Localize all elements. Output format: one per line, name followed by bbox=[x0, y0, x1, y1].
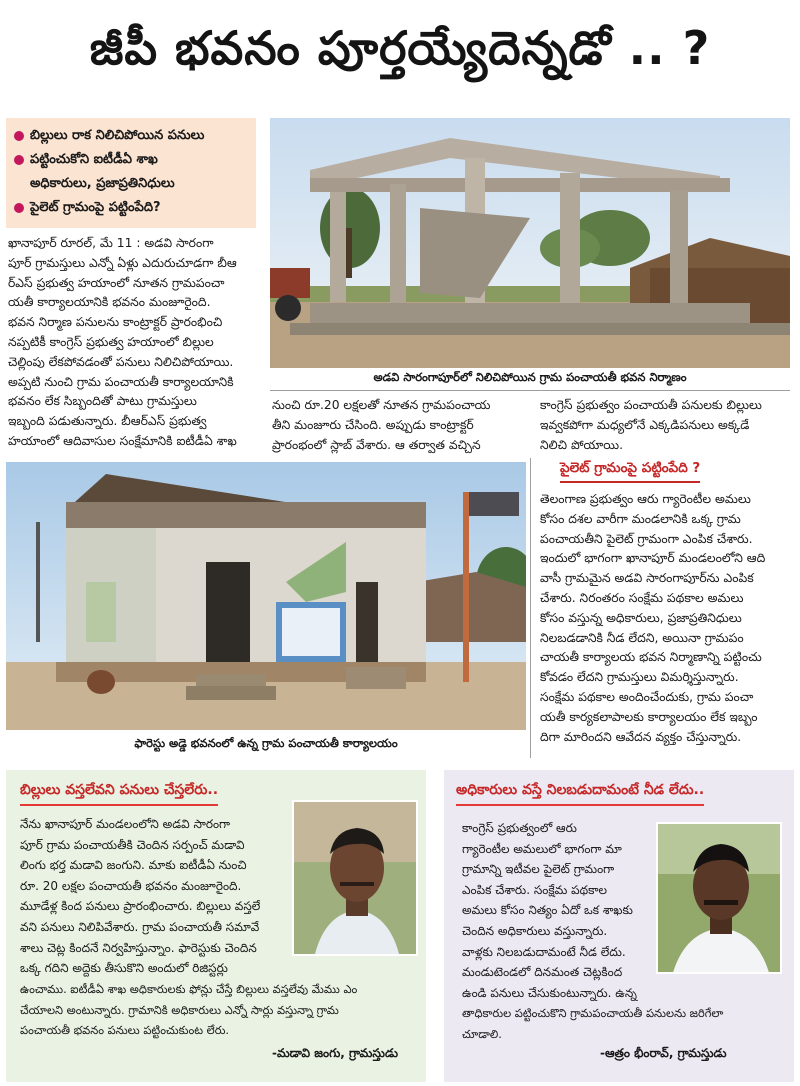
portrait-photo bbox=[292, 800, 418, 956]
portrait-illustration bbox=[658, 824, 782, 974]
quote-line: చెందిన అధికారులు వస్తున్నారు. bbox=[462, 923, 608, 938]
article-line: తెలంగాణ ప్రభుత్వం ఆరు గ్యారెంటీల అమలు bbox=[540, 492, 751, 506]
article-line: ప్రారంభంలో స్లాబ్ వేశారు. ఆ తర్వాత వచ్చిన bbox=[272, 437, 481, 452]
article-line: నిలబడడానికి నీడ లేదని, అయినా గ్రామపం bbox=[540, 630, 744, 645]
quote-line: లింగు భర్త మడావి జంగుని. మాకు ఐటీడీఏ నుంచి bbox=[20, 858, 247, 873]
subhead-underline bbox=[560, 481, 700, 483]
quote-line: ఒక్క గదిని అద్దెకు తీసుకొని అందులో రిజిస్టర్లు bbox=[20, 961, 228, 976]
article-line: తీని మంజూరు చేసింది. అప్పుడు కాంట్రాక్టర్ bbox=[272, 417, 474, 432]
quote-text bbox=[462, 818, 656, 1003]
quote-line: అమలు కోసం నిత్యం ఏదో ఒక శాఖకు bbox=[462, 903, 633, 918]
article-line: యతీ కార్యకలాపాలకు కార్యాలయం లేక ఇబ్బం bbox=[540, 709, 758, 724]
quote-line: చేయాలని అంటున్నారు. గ్రామానికి అధికారులు ఎన్నో సార్లు వస్తున్నా గ్రామ bbox=[20, 1002, 339, 1017]
article-line: ఇవ్వకపోగా మధ్యలోనే ఎక్కడిపనులు అక్కడే bbox=[540, 417, 750, 432]
article-line: ర్ఎస్ ప్రభుత్వ హయాంలో నూతన గ్రామపంచా bbox=[8, 275, 225, 290]
quote-headline-underline bbox=[456, 804, 704, 806]
article-line: వాసీ గ్రామమైన అడవి సారంగాపూర్‌ను ఎంపిక bbox=[540, 571, 754, 586]
bullet-dot-icon bbox=[14, 203, 24, 213]
subhead-text: పైలెట్ గ్రామంపై పట్టింపేది ? bbox=[560, 460, 701, 476]
quote-line: గ్యారెంటీల అమలులో భాగంగా మా bbox=[462, 841, 622, 856]
quote-text-full-width bbox=[20, 979, 416, 1041]
quote-line: ఉంచాము. ఐటీడీఏ శాఖ అధికారులకు ఫోన్లు చేస్తే బిల్లులు వస్తలేవు మేము ఎం bbox=[20, 982, 358, 996]
article-line: నిలిచి పోయాయి. bbox=[540, 437, 623, 452]
portrait-photo bbox=[656, 822, 782, 974]
article-line: చాయతీ కార్యాలయ భవన నిర్మాణాన్ని పట్టించు bbox=[540, 650, 762, 665]
article-column-pilot bbox=[540, 490, 790, 747]
column-divider bbox=[530, 458, 531, 758]
bullet-text: అధికారులు, ప్రజాప్రతినిధులు bbox=[30, 176, 175, 191]
building-photo-illustration bbox=[270, 118, 790, 368]
section-subhead bbox=[560, 460, 700, 483]
article-line: నుంచి రూ.20 లక్షలతో నూతన గ్రామపంచాయ bbox=[272, 398, 491, 412]
office-photo-illustration bbox=[6, 462, 526, 730]
quote-line: మూడేళ్ల కింద పనులు ప్రారంభించారు. బిల్లులు వస్తలే bbox=[20, 899, 261, 914]
article-line: సంక్షేమ పథకాల అందించేందుకు, గ్రామ పంచా bbox=[540, 689, 754, 704]
article-line: ఇందులో భాగంగా ఖానాపూర్ మండలంలోని ఆది bbox=[540, 551, 766, 566]
quote-line: పూర్ గ్రామ పంచాయతీకి చెందిన సర్పంచ్ మడావి bbox=[20, 837, 245, 852]
quote-line: శాలు చెట్ల కిందనే నిర్వహిస్తున్నాం. ఫారెస్టుకు చెందిన bbox=[20, 940, 257, 955]
quote-box-right bbox=[444, 770, 794, 1082]
quote-headline-text: బిల్లులు వస్తలేవని పనులు చేస్తలేరు.. bbox=[20, 782, 219, 798]
portrait-illustration bbox=[294, 802, 418, 956]
bullet-text: పైలెట్ గ్రామంపై పట్టింపేది? bbox=[30, 200, 161, 215]
quote-signature: -ఆత్రం భీంరావ్, గ్రామస్తుడు bbox=[600, 1046, 727, 1060]
article-column-3 bbox=[540, 396, 790, 455]
quote-line: ఉండి పనులు చేసుకుంటున్నారు. ఉన్న bbox=[462, 985, 637, 1000]
headline: జీపీ భవనం పూర్తయ్యేదెన్నడో .. ? bbox=[89, 21, 711, 75]
quote-line: మండుటెండలో దినమంత చెట్లకింద bbox=[462, 965, 623, 980]
quote-line: తాధికారుల పట్టించుకొని గ్రామపంచాయతీ పనులను జరిగేలా bbox=[462, 1006, 724, 1020]
bullet-dot-icon bbox=[14, 131, 24, 141]
quote-headline-underline bbox=[20, 804, 218, 806]
bullet-item bbox=[14, 124, 248, 148]
photo-unfinished-building bbox=[270, 118, 790, 368]
quote-headline-text: అధికారులు వస్తే నిలబడుదామంటే నీడ లేదు.. bbox=[456, 782, 705, 798]
bullet-dot-icon bbox=[14, 155, 24, 165]
highlight-bullets bbox=[6, 118, 256, 228]
article-line: హయాంలో ఆదివాసుల సంక్షేమానికి ఐటీడీఏ శాఖ bbox=[8, 433, 237, 448]
bullet-text: బిల్లులు రాక నిలిచిపోయిన పనులు bbox=[30, 128, 205, 143]
article-line: నప్పటికీ కాంగ్రెస్ ప్రభుత్వ హయాంలో బిల్లుల bbox=[8, 334, 214, 349]
article-line: కోవడం లేదని గ్రామస్తులు విమర్శిస్తున్నారు. bbox=[540, 670, 739, 685]
bullet-item bbox=[14, 148, 248, 172]
quote-headline bbox=[20, 782, 218, 806]
article-line: ఇబ్బంది పడుతున్నారు. బీఆర్ఎస్ ప్రభుత్వ bbox=[8, 414, 207, 429]
article-line: అప్పటి నుంచి గ్రామ పంచాయతీ కార్యాలయానికి bbox=[8, 374, 234, 389]
article-line: భవనం లేక సిబ్బందితో పాటు గ్రామస్తులు bbox=[8, 394, 197, 409]
article-line: యతీ కార్యాలయానికి భవనం మంజూరైంది. bbox=[8, 295, 211, 310]
article-line: భవన నిర్మాణ పనులను కాంట్రాక్టర్ ప్రారంభించి bbox=[8, 315, 223, 330]
quote-line: నేను ఖానాపూర్ మండలంలోని అడవి సారంగా bbox=[20, 817, 231, 831]
article-line: పంచాయతీని పైలెట్ గ్రామంగా ఎంపిక చేశారు. bbox=[540, 531, 753, 546]
quote-headline bbox=[456, 782, 704, 806]
article-line: పూర్ గ్రామస్తులు ఎన్నో ఏళ్లు ఎదురుచూడగా బీఆ bbox=[8, 255, 237, 270]
article-column-1 bbox=[8, 234, 258, 452]
quote-line: చూడాలి. bbox=[462, 1026, 502, 1041]
quote-signature: -మడావి జంగు, గ్రామస్తుడు bbox=[272, 1046, 398, 1060]
photo-forest-building bbox=[6, 462, 526, 730]
bullet-text: పట్టించుకోని ఐటీడీఏ శాఖ bbox=[30, 152, 158, 167]
article-line: చెల్లింపు లేకపోవడంతో పనులు నిలిచిపోయాయి. bbox=[8, 354, 234, 369]
article-line: కోసం దశల వారీగా మండలానికి ఒక్క గ్రామ bbox=[540, 511, 741, 526]
quote-line: కాంగ్రెస్ ప్రభుత్వంలో ఆరు bbox=[462, 821, 577, 835]
quote-line: రూ. 20 లక్షల పంచాయతీ భవనం మంజూరైంది. bbox=[20, 878, 242, 893]
bullet-item-continued bbox=[14, 172, 248, 196]
bullet-item bbox=[14, 196, 248, 220]
quote-line: పంచాయతీ భవనం పనులు పట్టించుకుంట లేరు. bbox=[20, 1023, 230, 1038]
quote-line: వాళ్లకు నిలబడుదామంటే నీడ లేదు. bbox=[462, 944, 626, 959]
photo-caption: అడవి సారంగాపూర్‌లో నిలిచిపోయిన గ్రామ పంచాయతీ భవన నిర్మాణం bbox=[373, 370, 687, 384]
quote-text-full-width bbox=[462, 1003, 784, 1044]
quote-line: గ్రామాన్ని ఇటీవల పైలెట్ గ్రామంగా bbox=[462, 862, 615, 877]
quote-box-left bbox=[6, 770, 426, 1082]
article-line: ఖానాపూర్ రూరల్, మే 11 : అడవి సారంగా bbox=[8, 236, 214, 250]
photo-caption: ఫారెస్టు అడ్డె భవనంలో ఉన్న గ్రామ పంచాయతీ కార్యాలయం bbox=[134, 736, 398, 750]
article-line: చేశారు. నిరంతరం సంక్షేమ పథకాల అమలు bbox=[540, 590, 744, 605]
article-line: కాంగ్రెస్ ప్రభుత్వం పంచాయతీ పనులకు బిల్లులు bbox=[540, 398, 762, 412]
article-column-2 bbox=[272, 396, 530, 455]
quote-text bbox=[20, 814, 286, 979]
quote-line: ఎంపిక చేశారు. సంక్షేమ పథకాల bbox=[462, 882, 608, 897]
divider-line bbox=[270, 390, 790, 391]
article-line: దిగా మారిందని ఆవేదన వ్యక్తం చేస్తున్నారు. bbox=[540, 729, 742, 744]
quote-line: వని పనులు నిలిపివేశారు. గ్రామ పంచాయతీ సమావే bbox=[20, 919, 260, 934]
article-line: కోసం వస్తున్న అధికారులు, ప్రజాప్రతినిధులు bbox=[540, 610, 742, 625]
